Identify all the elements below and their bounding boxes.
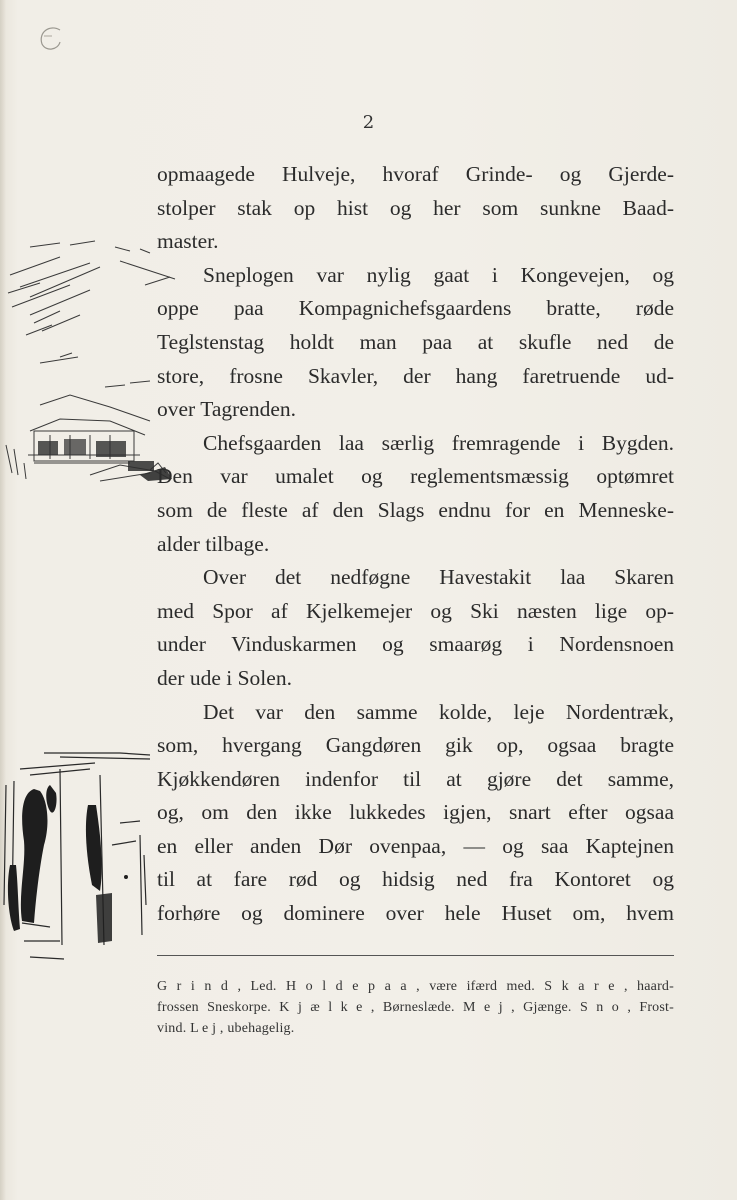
body-text bbox=[157, 158, 674, 931]
text-line: Over det nedføgne Havestakit laa Skaren bbox=[203, 565, 674, 590]
text-line: en eller anden Dør ovenpaa, — og saa Kaptejnen bbox=[157, 833, 674, 858]
text-line: store, frosne Skavler, der hang faretruende ud- bbox=[157, 363, 674, 388]
text-line: Den var umalet og reglementsmæssig optømret bbox=[157, 464, 674, 489]
text-line: der ude i Solen. bbox=[157, 665, 292, 690]
footnote-line: vind. L e j , ubehagelig. bbox=[157, 1021, 295, 1036]
figure-sketch-illustration bbox=[0, 745, 160, 975]
text-line: under Vinduskarmen og smaarøg i Nordensnoen bbox=[157, 632, 674, 657]
footnote-line: frossen Sneskorpe. K j æ l k e , Børneslæde. M e j , Gjænge. S n o , Frost- bbox=[157, 1000, 674, 1015]
text-line: med Spor af Kjelkemejer og Ski næsten lige op- bbox=[157, 598, 674, 623]
text-line: Sneplogen var nylig gaat i Kongevejen, og bbox=[203, 262, 674, 287]
footnote bbox=[157, 976, 674, 1039]
text-line: alder tilbage. bbox=[157, 531, 270, 556]
text-line: Chefsgaarden laa særlig fremragende i Bygden. bbox=[203, 430, 674, 455]
footnote-line: G r i n d , Led. H o l d e p a a , være ifærd med. S k a r e , haard- bbox=[157, 979, 674, 994]
text-line: master. bbox=[157, 229, 219, 254]
text-line: Kjøkkendøren indenfor til at gjøre det samme, bbox=[157, 766, 674, 791]
text-line: forhøre og dominere over hele Huset om, hvem bbox=[157, 901, 674, 926]
text-line: til at fare rød og hidsig ned fra Kontoret og bbox=[157, 867, 674, 892]
corner-mark-sketch bbox=[30, 22, 70, 58]
footnote-divider bbox=[157, 955, 674, 956]
text-line: Det var den samme kolde, leje Nordentræk, bbox=[203, 699, 674, 724]
text-line: stolper stak op hist og her som sunkne Baad- bbox=[157, 195, 674, 220]
text-line: som de fleste af den Slags endnu for en Menneske- bbox=[157, 497, 674, 522]
page-number: 2 bbox=[362, 112, 375, 133]
text-line: og, om den ikke lukkedes igjen, snart efter ogsaa bbox=[157, 800, 674, 825]
text-line: opmaagede Hulveje, hvoraf Grinde- og Gjerde- bbox=[157, 162, 674, 186]
text-line: som, hvergang Gangdøren gik op, ogsaa bragte bbox=[157, 733, 674, 758]
text-line: Teglstenstag holdt man paa at skufle ned de bbox=[157, 329, 674, 354]
text-line: over Tagrenden. bbox=[157, 397, 296, 422]
page-edge-shadow bbox=[0, 0, 6, 1200]
text-line: oppe paa Kompagnichefsgaardens bratte, røde bbox=[157, 296, 674, 321]
